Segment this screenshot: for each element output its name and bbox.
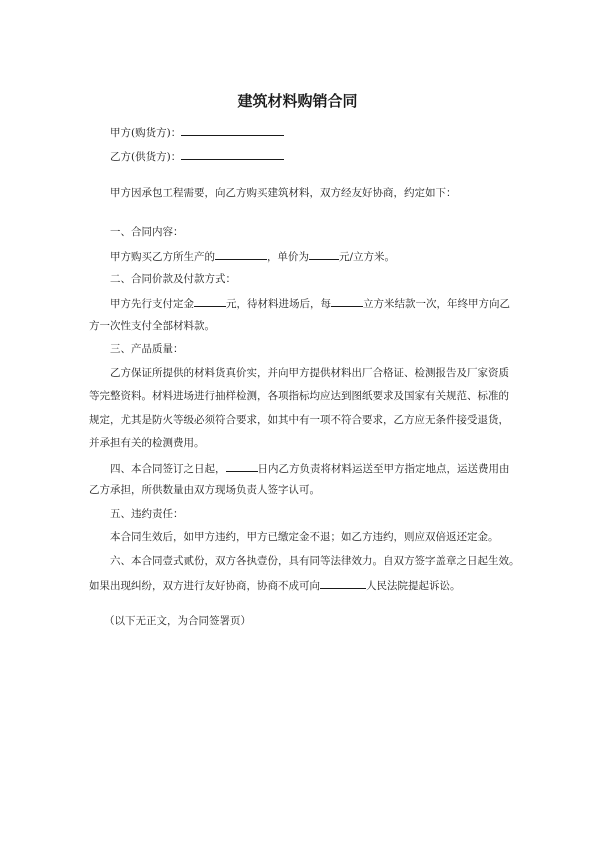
party-a-line xyxy=(110,124,284,140)
party-a-blank[interactable] xyxy=(181,124,284,136)
party-a-label: 甲方(购货方)： xyxy=(110,127,182,139)
section-4-paragraph xyxy=(110,460,510,476)
party-b-blank[interactable] xyxy=(181,148,284,160)
settlement-volume-blank[interactable] xyxy=(331,295,363,307)
s6-text-b: 人民法院提起诉讼。 xyxy=(366,580,461,592)
section-5-heading: 五、违约责任： xyxy=(110,508,184,520)
ending-note: （以下无正文，为合同签署页） xyxy=(104,615,251,627)
s1-text-b: ，单价为 xyxy=(267,251,309,263)
section-3-line-3: 规定，尤其是防火等级必须符合要求，如其中有一项不符合要求，乙方应无条件接受退货， xyxy=(89,414,509,426)
party-b-line xyxy=(110,148,284,164)
intro-paragraph: 甲方因承包工程需要，向乙方购买建筑材料，双方经友好协商，约定如下： xyxy=(110,187,457,199)
product-blank[interactable] xyxy=(215,248,267,260)
section-2-paragraph-cont: 方一次性支付全部材料款。 xyxy=(89,320,215,332)
s1-text-c: 元/立方米。 xyxy=(339,251,396,263)
section-4-line-2: 乙方承担，所供数量由双方现场负责人签字认可。 xyxy=(89,484,320,496)
section-2-paragraph xyxy=(110,295,510,311)
section-1-paragraph xyxy=(110,248,395,264)
party-b-label: 乙方(供货方)： xyxy=(110,151,182,163)
section-3-line-1: 乙方保证所提供的材料货真价实，并向甲方提供材料出厂合格证、检测报告及厂家资质 xyxy=(110,367,509,379)
section-6-line-2 xyxy=(89,577,461,593)
s6-text-a: 如果出现纠纷，双方进行友好协商，协商不成可向 xyxy=(89,580,320,592)
court-blank[interactable] xyxy=(320,577,366,589)
s2-text-b: 元，待材料进场后，每 xyxy=(226,298,331,310)
section-3-line-4: 并承担有关的检测费用。 xyxy=(89,437,205,449)
section-1-heading: 一、合同内容： xyxy=(110,226,184,238)
section-3-line-2: 等完整资料。材料进场进行抽样检测，各项指标均应达到图纸要求及国家有关规范、标准的 xyxy=(89,390,509,402)
section-2-heading: 二、合同价款及付款方式： xyxy=(110,273,236,285)
s2-text-c: 立方米结款一次，年终甲方向乙 xyxy=(363,298,510,310)
section-5-paragraph: 本合同生效后，如甲方违约，甲方已缴定金不退；如乙方违约，则应双倍返还定金。 xyxy=(110,531,499,543)
section-3-heading: 三、产品质量： xyxy=(110,343,184,355)
s1-text-a: 甲方购买乙方所生产的 xyxy=(110,251,215,263)
section-6-line-1: 六、本合同壹式贰份，双方各执壹份，具有同等法律效力。自双方签字盖章之日起生效。 xyxy=(110,555,520,567)
s4-text-b: 日内乙方负责将材料运送至甲方指定地点，运送费用由 xyxy=(257,463,510,475)
s2-text-a: 甲方先行支付定金 xyxy=(110,298,194,310)
deposit-blank[interactable] xyxy=(194,295,226,307)
s4-text-a: 四、本合同签订之日起， xyxy=(110,463,226,475)
unit-price-blank[interactable] xyxy=(309,248,339,260)
contract-title: 建筑材料购销合同 xyxy=(237,92,358,110)
delivery-days-blank[interactable] xyxy=(226,460,258,472)
